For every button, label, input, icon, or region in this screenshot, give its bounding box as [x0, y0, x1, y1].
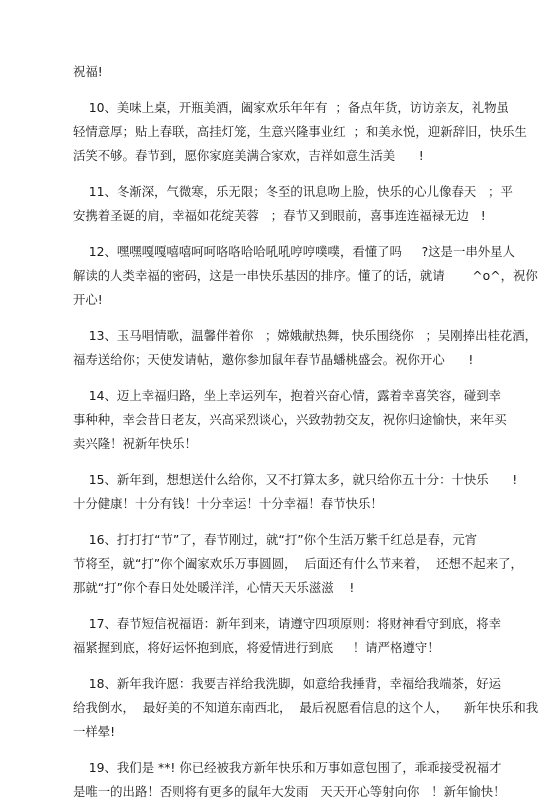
paragraph-gap	[73, 372, 433, 384]
text-line: 13、玉马唱情歌，温馨伴着你 ；嫦娥献热舞，快乐围绕你 ；吴刚捧出桂花酒，	[73, 328, 538, 343]
paragraph-gap	[73, 228, 433, 240]
text-line: 节将至，就“打”你个阖家欢乐万事圆圆， 后面还有什么节来着， 还想不起来了，	[73, 556, 523, 571]
paragraph-gap	[73, 744, 433, 756]
paragraph-15	[73, 468, 518, 516]
text-line: 16、打打打“节”了，春节刚过，就“打”你个生活万紫千红总是春，元宵	[73, 532, 478, 547]
text-line: 轻情意厚；贴上春联，高挂灯笼，生意兴隆事业红 ；和美永悦，迎新辞旧，快乐生	[73, 124, 527, 139]
text-line: 12、嘿嘿嘎嘎嘻嘻呵呵咯咯哈哈吼吼哼哼噗噗，看懂了吗 ?这是一串外星人	[73, 244, 515, 259]
text-line: 11、冬渐深，气微寒，乐无限；冬至的讯息吻上脸，快乐的心儿像春天 ；平	[73, 184, 513, 199]
text-line: 活笑不够。春节到，愿你家庭美满合家欢，吉祥如意生活美 !	[73, 148, 424, 163]
text-line: 10、美味上桌，开瓶美酒，阖家欢乐年年有 ；备点年货，访访亲友，礼物虽	[73, 100, 509, 115]
text-line: 福寿送给你；天使发请帖，邀你参加鼠年春节晶蟠桃盛会。祝你开心 !	[73, 352, 474, 367]
text-line: 一样晕!	[73, 724, 116, 739]
text-line: 15、新年到，想想送什么给你，又不打算太多，就只给你五十分：十快乐 !	[73, 472, 518, 487]
paragraph-10	[73, 96, 527, 168]
paragraph-gap	[73, 84, 433, 96]
text-line: 解读的人类幸福的密码，这是一串快乐基因的排序。懂了的话，就请 ^o^，祝你	[73, 268, 538, 283]
paragraph-gap	[73, 456, 433, 468]
text-line: 事种种，幸会昔日老友，兴高采烈谈心，兴致勃勃交友，祝你归途愉快，来年买	[73, 412, 507, 427]
paragraph-13	[73, 324, 538, 372]
document-body	[73, 60, 538, 804]
text-line: 卖兴隆！祝新年快乐！	[73, 436, 197, 451]
paragraph-9-tail	[73, 60, 433, 84]
text-line: 给我倒水， 最好美的不知道东南西北， 最后祝愿看信息的这个人， 新年快乐和我	[73, 700, 538, 715]
paragraph-gap	[73, 312, 433, 324]
text-line: 安携着圣诞的肩，幸福如花绽芙蓉 ；春节又到眼前，喜事连连福禄无边 !	[73, 208, 486, 223]
text-line: 14、迈上幸福归路，坐上幸运列车，抱着兴奋心情，露着幸喜笑容，碰到幸	[73, 388, 502, 403]
paragraph-gap	[73, 516, 433, 528]
paragraph-19	[73, 756, 506, 804]
text-line: 开心!	[73, 292, 103, 307]
text-line: 18、新年我许愿：我要吉祥给我洗脚，如意给我捶背，幸福给我端茶，好运	[73, 676, 502, 691]
paragraph-gap	[73, 660, 433, 672]
text-line: 祝福!	[73, 64, 103, 79]
paragraph-gap	[73, 600, 433, 612]
text-line: 17、春节短信祝福语：新年到来，请遵守四项原则：将财神看守到底，将幸	[73, 616, 502, 631]
text-line: 十分健康！十分有钱！十分幸运！十分幸福！春节快乐！	[73, 496, 383, 511]
paragraph-18	[73, 672, 538, 744]
paragraph-16	[73, 528, 523, 600]
text-line: 19、我们是 **! 你已经被我方新年快乐和万事如意包围了，乖乖接受祝福才	[73, 760, 502, 775]
paragraph-17	[73, 612, 502, 660]
text-line: 福紧握到底，将好运怀抱到底，将爱情进行到底 ！请严格遵守！	[73, 640, 440, 655]
paragraph-11	[73, 180, 513, 228]
paragraph-gap	[73, 168, 433, 180]
paragraph-12	[73, 240, 538, 312]
text-line: 那就“打”你个春日处处暖洋洋，心情天天乐滋滋 !	[73, 580, 355, 595]
paragraph-14	[73, 384, 507, 456]
text-line: 是唯一的出路！否则将有更多的鼠年大发雨 天天开心等射向你 ！新年愉快！	[73, 784, 506, 799]
